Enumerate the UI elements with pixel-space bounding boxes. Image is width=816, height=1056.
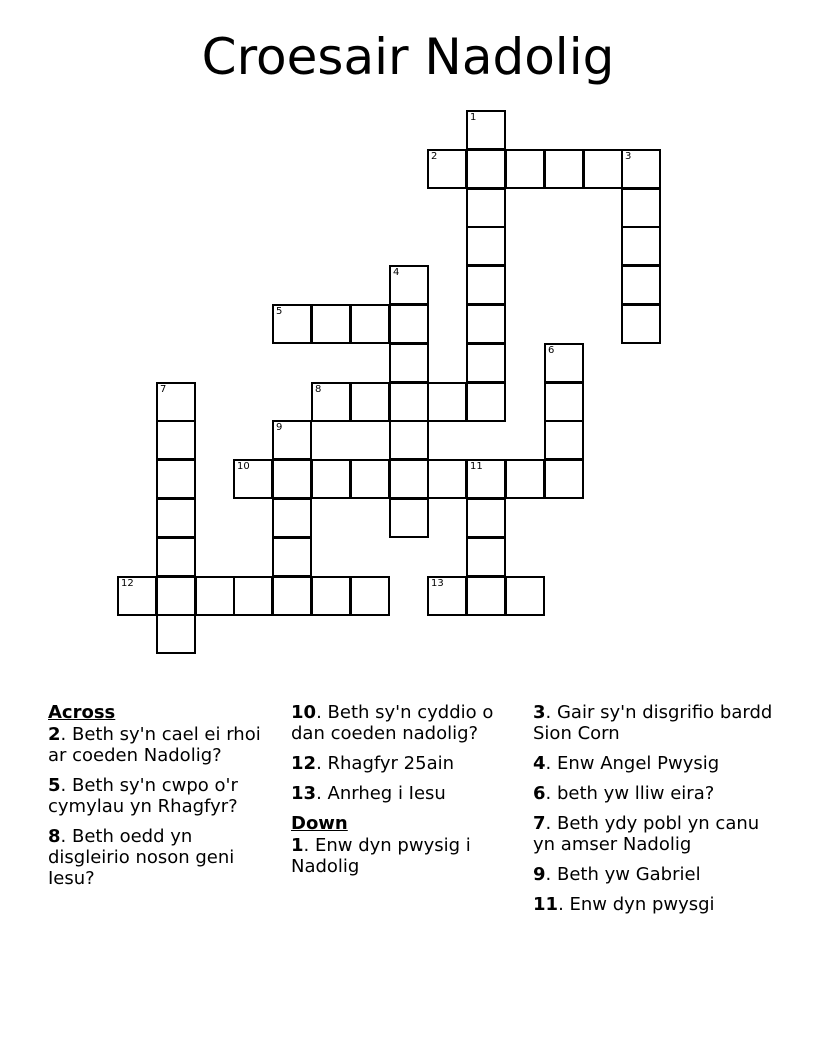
clue-number: 5 xyxy=(276,306,283,317)
grid-cell[interactable] xyxy=(621,304,661,344)
down-clue-list xyxy=(291,835,516,877)
clue-number: 11 xyxy=(470,461,483,472)
clue-item xyxy=(48,724,268,766)
grid-cell[interactable] xyxy=(583,149,623,189)
grid-cell[interactable] xyxy=(466,498,506,538)
clue-item-dot: . xyxy=(316,753,328,774)
grid-cell[interactable] xyxy=(466,110,506,150)
clue-number: 3 xyxy=(625,151,632,162)
clue-item-dot: . xyxy=(545,702,557,723)
page-title: Croesair Nadolig xyxy=(201,28,615,86)
grid-cell[interactable] xyxy=(427,382,467,422)
grid-cell[interactable] xyxy=(544,149,584,189)
grid-cell[interactable] xyxy=(311,382,351,422)
clue-item-text: Rhagfyr 25ain xyxy=(327,753,455,774)
clue-item-number: 2 xyxy=(48,724,61,745)
clue-item-number: 9 xyxy=(533,864,546,885)
grid-cell[interactable] xyxy=(427,149,467,189)
grid-cell[interactable] xyxy=(544,382,584,422)
grid-cell[interactable] xyxy=(427,576,467,616)
grid-cell[interactable] xyxy=(466,304,506,344)
grid-cell[interactable] xyxy=(311,459,351,499)
clues-column-3 xyxy=(533,702,773,924)
clue-number: 13 xyxy=(431,578,444,589)
clue-item-dot: . xyxy=(316,783,328,804)
grid-cell[interactable] xyxy=(389,382,429,422)
clue-item-text: Gair sy'n disgrifio bardd Sion Corn xyxy=(533,702,773,744)
grid-cell[interactable] xyxy=(156,459,196,499)
clue-item xyxy=(48,826,268,889)
clue-item-dot: . xyxy=(303,835,315,856)
across-clue-list xyxy=(48,724,268,889)
clue-number: 9 xyxy=(276,422,283,433)
grid-cell[interactable] xyxy=(156,382,196,422)
grid-cell[interactable] xyxy=(621,226,661,266)
clue-item-text: Beth ydy pobl yn canu yn amser Nadolig xyxy=(533,813,760,855)
clue-item-text: Beth sy'n cael ei rhoi ar coeden Nadolig? xyxy=(48,724,261,766)
grid-cell[interactable] xyxy=(272,304,312,344)
grid-cell[interactable] xyxy=(389,498,429,538)
grid-cell[interactable] xyxy=(233,576,273,616)
clue-item-text: Anrheg i Iesu xyxy=(327,783,446,804)
clue-item-dot: . xyxy=(558,894,570,915)
grid-cell[interactable] xyxy=(466,188,506,228)
clue-item-dot: . xyxy=(60,826,72,847)
clue-item-text: Enw dyn pwysgi xyxy=(569,894,715,915)
grid-cell[interactable] xyxy=(466,343,506,383)
grid-cell[interactable] xyxy=(272,420,312,460)
grid-cell[interactable] xyxy=(466,576,506,616)
grid-cell[interactable] xyxy=(350,459,390,499)
grid-cell[interactable] xyxy=(466,459,506,499)
clue-item-text: Beth sy'n cwpo o'r cymylau yn Rhagfyr? xyxy=(48,775,238,817)
grid-cell[interactable] xyxy=(311,304,351,344)
grid-cell[interactable] xyxy=(156,537,196,577)
clues-column-2 xyxy=(291,702,516,886)
grid-cell[interactable] xyxy=(156,576,196,616)
grid-cell[interactable] xyxy=(389,304,429,344)
clue-item xyxy=(533,702,773,744)
clue-number: 10 xyxy=(237,461,250,472)
grid-cell[interactable] xyxy=(350,304,390,344)
clue-item-text: Beth sy'n cyddio o dan coeden nadolig? xyxy=(291,702,494,744)
grid-cell[interactable] xyxy=(389,265,429,305)
clue-item-text: Enw dyn pwysig i Nadolig xyxy=(291,835,471,877)
grid-cell[interactable] xyxy=(272,459,312,499)
clue-item-dot: . xyxy=(316,702,328,723)
grid-cell[interactable] xyxy=(466,382,506,422)
grid-cell[interactable] xyxy=(544,343,584,383)
clue-item xyxy=(291,753,516,774)
clue-item-text: Beth oedd yn disgleirio noson geni Iesu? xyxy=(48,826,235,889)
grid-cell[interactable] xyxy=(466,226,506,266)
grid-cell[interactable] xyxy=(505,576,545,616)
clue-item-number: 5 xyxy=(48,775,61,796)
clue-number: 7 xyxy=(160,384,167,395)
clue-item xyxy=(48,775,268,817)
grid-cell[interactable] xyxy=(505,149,545,189)
grid-cell[interactable] xyxy=(117,576,157,616)
clue-item-text: Beth yw Gabriel xyxy=(556,864,701,885)
clue-item-number: 7 xyxy=(533,813,546,834)
grid-cell[interactable] xyxy=(544,459,584,499)
down-heading: Down xyxy=(291,813,348,834)
clue-item-dot: . xyxy=(60,775,72,796)
grid-cell[interactable] xyxy=(272,498,312,538)
clues-column-1 xyxy=(48,702,268,898)
clue-number: 8 xyxy=(315,384,322,395)
clue-item-number: 3 xyxy=(533,702,546,723)
clue-number: 4 xyxy=(393,267,400,278)
grid-cell[interactable] xyxy=(466,265,506,305)
clue-item-number: 1 xyxy=(291,835,304,856)
grid-cell[interactable] xyxy=(156,614,196,654)
grid-cell[interactable] xyxy=(621,188,661,228)
clue-item-number: 4 xyxy=(533,753,546,774)
grid-cell[interactable] xyxy=(389,343,429,383)
clue-item-text: beth yw lliw eira? xyxy=(556,783,715,804)
grid-cell[interactable] xyxy=(621,149,661,189)
clue-item-dot: . xyxy=(545,783,557,804)
clue-item-number: 10 xyxy=(291,702,317,723)
clue-item xyxy=(291,702,516,744)
grid-cell[interactable] xyxy=(466,149,506,189)
clue-item-number: 11 xyxy=(533,894,559,915)
grid-cell[interactable] xyxy=(156,498,196,538)
clue-item-number: 6 xyxy=(533,783,546,804)
clue-item xyxy=(533,753,773,774)
grid-cell[interactable] xyxy=(389,459,429,499)
grid-cell[interactable] xyxy=(350,576,390,616)
grid-cell[interactable] xyxy=(505,459,545,499)
grid-cell[interactable] xyxy=(466,537,506,577)
grid-cell[interactable] xyxy=(350,382,390,422)
clue-number: 12 xyxy=(121,578,134,589)
grid-cell[interactable] xyxy=(621,265,661,305)
grid-cell[interactable] xyxy=(195,576,235,616)
clue-item xyxy=(533,894,773,915)
clue-number: 6 xyxy=(548,345,555,356)
grid-cell[interactable] xyxy=(272,537,312,577)
grid-cell[interactable] xyxy=(544,420,584,460)
clue-item xyxy=(291,835,516,877)
clue-item xyxy=(533,813,773,855)
clue-item xyxy=(533,783,773,804)
clue-number: 2 xyxy=(431,151,438,162)
clue-item xyxy=(291,783,516,804)
down-clue-list-continued xyxy=(533,702,773,915)
clue-item-dot: . xyxy=(60,724,72,745)
clue-item-dot: . xyxy=(545,864,557,885)
clue-number: 1 xyxy=(470,112,477,123)
grid-cell[interactable] xyxy=(311,576,351,616)
clue-item-dot: . xyxy=(545,813,557,834)
clue-item-number: 12 xyxy=(291,753,317,774)
grid-cell[interactable] xyxy=(427,459,467,499)
across-heading: Across xyxy=(48,702,116,723)
clue-item-text: Enw Angel Pwysig xyxy=(556,753,720,774)
across-clue-list-continued xyxy=(291,702,516,804)
grid-cell[interactable] xyxy=(389,420,429,460)
grid-cell[interactable] xyxy=(233,459,273,499)
clue-item-number: 8 xyxy=(48,826,61,847)
grid-cell[interactable] xyxy=(156,420,196,460)
clue-item-number: 13 xyxy=(291,783,317,804)
grid-cell[interactable] xyxy=(272,576,312,616)
clue-item xyxy=(533,864,773,885)
clue-item-dot: . xyxy=(545,753,557,774)
